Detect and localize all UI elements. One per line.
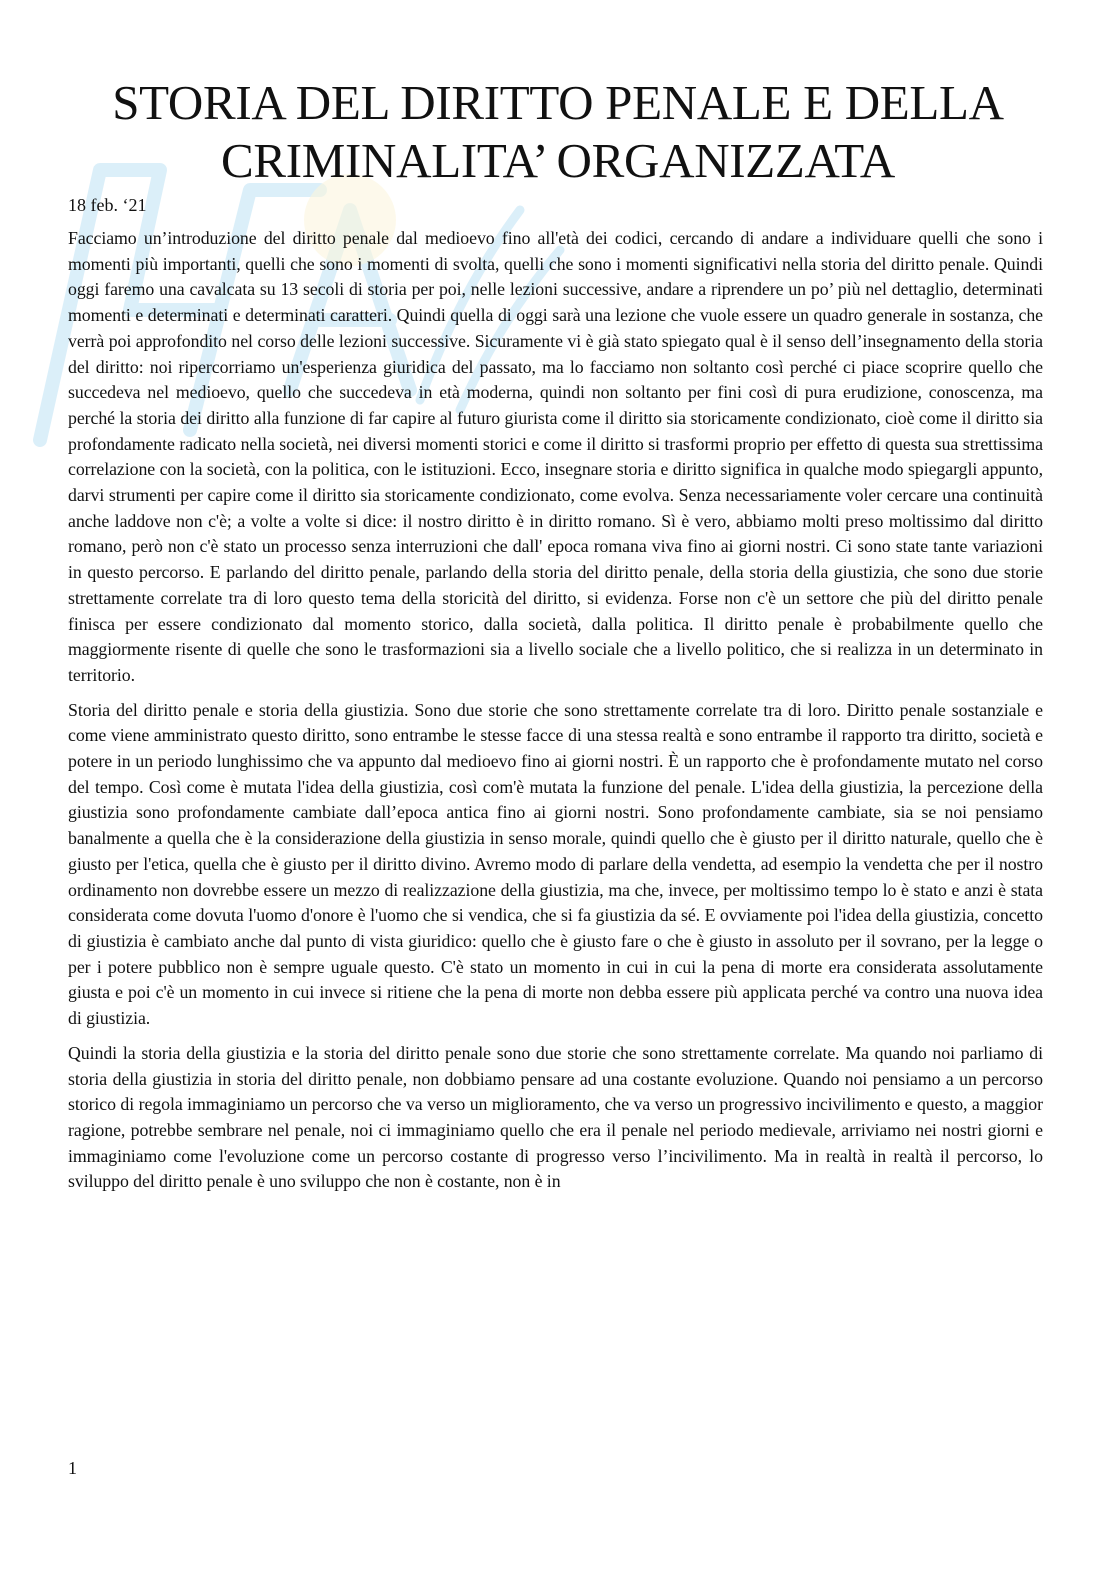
lecture-date: 18 feb. ‘21: [68, 195, 147, 215]
page-number: 1: [68, 1458, 77, 1478]
document-body: [68, 226, 1043, 1204]
paragraph: Facciamo un’introduzione del diritto penale dal medioevo fino all'età dei codici, cercando di andare a individuare quelli che sono i momenti più importanti, quelli che sono i momenti di svolta, quelli che sono i momenti significativi nella storia del diritto penale. Quindi oggi faremo una cavalcata su 13 secoli di storia per poi, nelle lezioni successive, andare a riprendere un po’ più nel dettaglio, determinati momenti e determinati e determinati caratteri. Quindi quella di oggi sarà una lezione che vuole essere un quadro generale in sostanza, che verrà poi approfondito nel corso delle lezioni successive. Sicuramente vi è già stato spiegato qual è il senso dell’insegnamento della storia del diritto: noi ripercorriamo un'esperienza giuridica del passato, ma lo facciamo non soltanto così perché ci piace scoprire quello che succedeva nel medioevo, quello che succedeva in età moderna, quindi non soltanto per fini così di pura erudizione, conoscenza, ma perché la storia dei diritto alla funzione di far capire al futuro giurista come il diritto sia storicamente condizionato, cioè come il diritto sia profondamente radicato nella società, nei diversi momenti storici e come il diritto si trasformi proprio per effetto di questa sua strettissima correlazione con la società, con la politica, con le istituzioni. Ecco, insegnare storia e diritto significa in qualche modo spiegargli appunto, darvi strumenti per capire come il diritto sia storicamente condizionato, come evolva. Senza necessariamente voler cercare una continuità anche laddove non c'è; a volte a volte si dice: il nostro diritto è in diritto romano. Sì è vero, abbiamo molti preso moltissimo dal diritto romano, però non c'è stato un processo senza interruzioni che dall' epoca romana viva fino ai giorni nostri. Ci sono state tante variazioni in questo percorso. E parlando del diritto penale, parlando della storia del diritto penale, della storia della giustizia, che sono due storie strettamente correlate tra di loro questo tema della storicità del diritto, si evidenza. Forse non c'è un settore che più del diritto penale finisca per essere condizionato dal momento storico, dalla società, dalla politica. Il diritto penale è probabilmente quello che maggiormente risente di quelle che sono le trasformazioni sia a livello sociale che a livello politico, che si realizza in un determinato in territorio.: [68, 228, 1043, 685]
paragraph: Quindi la storia della giustizia e la storia del diritto penale sono due storie che sono strettamente correlate. Ma quando noi parliamo di storia della giustizia in storia del diritto penale, non dobbiamo pensare ad una costante evoluzione. Quando noi pensiamo a un percorso storico di regola immaginiamo un percorso che va verso un miglioramento, che va verso un progressivo incivilimento e questo, a maggior ragione, potrebbe sembrare nel penale, noi ci immaginiamo quello che era il penale nel periodo medievale, arriviamo nei nostri giorni e immaginiamo come l'evoluzione come un percorso costante di progresso verso l’incivilimento. Ma in realtà in realtà il percorso, lo sviluppo del diritto penale è uno sviluppo che non è costante, non è in: [68, 1042, 1043, 1192]
document-title: STORIA DEL DIRITTO PENALE E DELLA CRIMINALITA’ ORGANIZZATA: [112, 75, 1004, 188]
paragraph: Storia del diritto penale e storia della giustizia. Sono due storie che sono strettamente correlate tra di loro. Diritto penale sostanziale e come viene amministrato questo diritto, sono entrambe le stesse facce di una stessa realtà e sono entrambe il rapporto tra diritto, società e potere in un periodo lunghissimo che va appunto dal medioevo fino ai giorni nostri. È un rapporto che è profondamente mutato nel corso del tempo. Così come è mutata l'idea della giustizia, così com'è mutata la funzione del penale. L'idea della giustizia, la percezione della giustizia sono profondamente cambiate dall’epoca antica fino ai giorni nostri. Sono profondamente cambiate, sia se noi pensiamo banalmente a quella che è la considerazione della giustizia in senso morale, quindi quello che è giusto per il diritto naturale, quello che è giusto per l'etica, quella che è giusto per il diritto divino. Avremo modo di parlare della vendetta, ad esempio la vendetta che per il nostro ordinamento non dovrebbe essere un mezzo di realizzazione della giustizia, ma che, invece, per moltissimo tempo lo è stato e anzi è stata considerata come dovuta l'uomo d'onore è l'uomo che si vendica, che si fa giustizia da sé. E ovviamente poi l'idea della giustizia, concetto di giustizia è cambiato anche dal punto di vista giuridico: quello che è giusto fare o che è giusto in assoluto per il sovrano, per la legge o per i potere pubblico non è sempre uguale questo. C'è stato un momento in cui in cui la pena di morte era considerata assolutamente giusta e poi c'è un momento in cui invece si ritiene che la pena di morte non debba essere più applicata perché va contro una nuova idea di giustizia.: [68, 699, 1043, 1029]
